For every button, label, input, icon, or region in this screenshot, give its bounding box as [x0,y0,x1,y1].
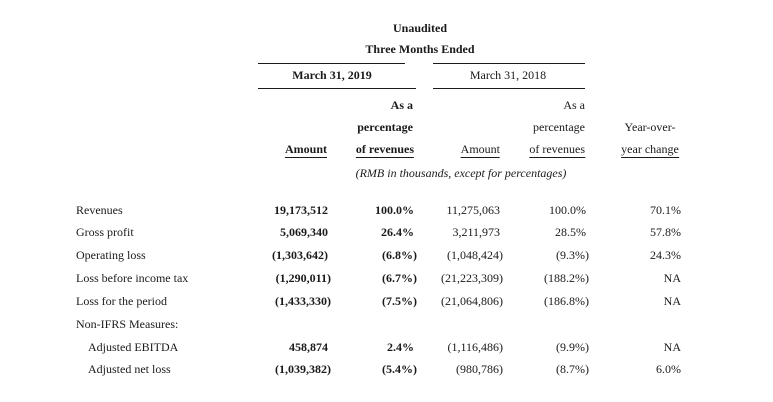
yoy-cell: 70.1% [650,203,681,217]
amount-2019-cell: (1,290,011) [275,271,331,285]
yoy-header-line1: Year-over- [624,120,676,134]
header-unaudited: Unaudited [392,21,448,35]
amount-2018-cell: (980,786) [456,362,503,376]
yoy-cell: 24.3% [650,248,681,262]
header-date-2019: March 31, 2019 [292,68,372,82]
units-note: (RMB in thousands, except for percentages) [355,166,567,180]
pct-2018-cell: (9.9%) [556,340,589,354]
yoy-cell: NA [663,294,681,308]
amount-2018-cell: 11,275,063 [446,203,500,217]
amount-2019-cell: (1,303,642) [272,248,328,262]
pct-2019-cell: (6.7%) [382,271,417,285]
pct-2019-header-line1: As a [390,98,413,112]
row-label: Operating loss [76,248,146,262]
pct-2019-cell: (5.4%) [382,362,417,376]
pct-2019-cell: (6.8%) [382,248,417,262]
amount-2019-cell: 19,173,512 [274,203,328,217]
rule-2018-bottom [433,88,585,89]
pct-2018-cell: 28.5% [555,225,586,239]
pct-2018-cell: (188.2%) [544,271,589,285]
pct-2018-header-line1: As a [563,98,585,112]
amount-2018-cell: (21,064,806) [441,294,503,308]
amount-2018-cell: (1,116,486) [447,340,503,354]
row-label: Loss for the period [76,294,167,308]
amount-2019-cell: (1,039,382) [275,362,331,376]
amount-2019-header: Amount [284,142,327,156]
pct-2018-cell: (9.3%) [556,248,589,262]
rule-2019-top [258,63,405,64]
amount-2019-cell: (1,433,330) [275,294,331,308]
yoy-cell: NA [663,271,681,285]
yoy-cell: 6.0% [656,362,681,376]
amount-2019-cell: 5,069,340 [280,225,328,239]
pct-2018-header-line3: of revenues [529,142,585,156]
row-label: Loss before income tax [76,271,189,285]
pct-2019-header-line2: percentage [357,120,413,134]
amount-2018-header: Amount [460,142,500,156]
pct-2018-cell: (186.8%) [544,294,589,308]
pct-2018-cell: 100.0% [549,203,586,217]
row-label: Revenues [76,203,123,217]
row-label: Adjusted net loss [88,362,171,376]
amount-2019-cell: 458,874 [289,340,328,354]
rule-2018-top [433,63,585,64]
amount-2018-cell: (1,048,424) [447,248,503,262]
section-label: Non-IFRS Measures: [76,317,179,331]
pct-2019-cell: 100.0% [375,203,414,217]
row-label: Adjusted EBITDA [88,340,179,354]
pct-2019-header-line3: of revenues [355,142,414,156]
yoy-header-line2: year change [621,142,679,156]
pct-2019-cell: 2.4% [387,340,414,354]
pct-2019-cell: (7.5%) [382,294,417,308]
pct-2018-header-line2: percentage [533,120,585,134]
amount-2018-cell: (21,223,309) [441,271,503,285]
header-date-2018: March 31, 2018 [469,68,547,82]
yoy-cell: NA [663,340,681,354]
amount-2018-cell: 3,211,973 [452,225,500,239]
row-label: Gross profit [76,225,134,239]
pct-2019-cell: 26.4% [381,225,414,239]
yoy-cell: 57.8% [650,225,681,239]
header-period: Three Months Ended [365,42,475,56]
rule-2019-bottom [258,88,416,89]
pct-2018-cell: (8.7%) [556,362,589,376]
